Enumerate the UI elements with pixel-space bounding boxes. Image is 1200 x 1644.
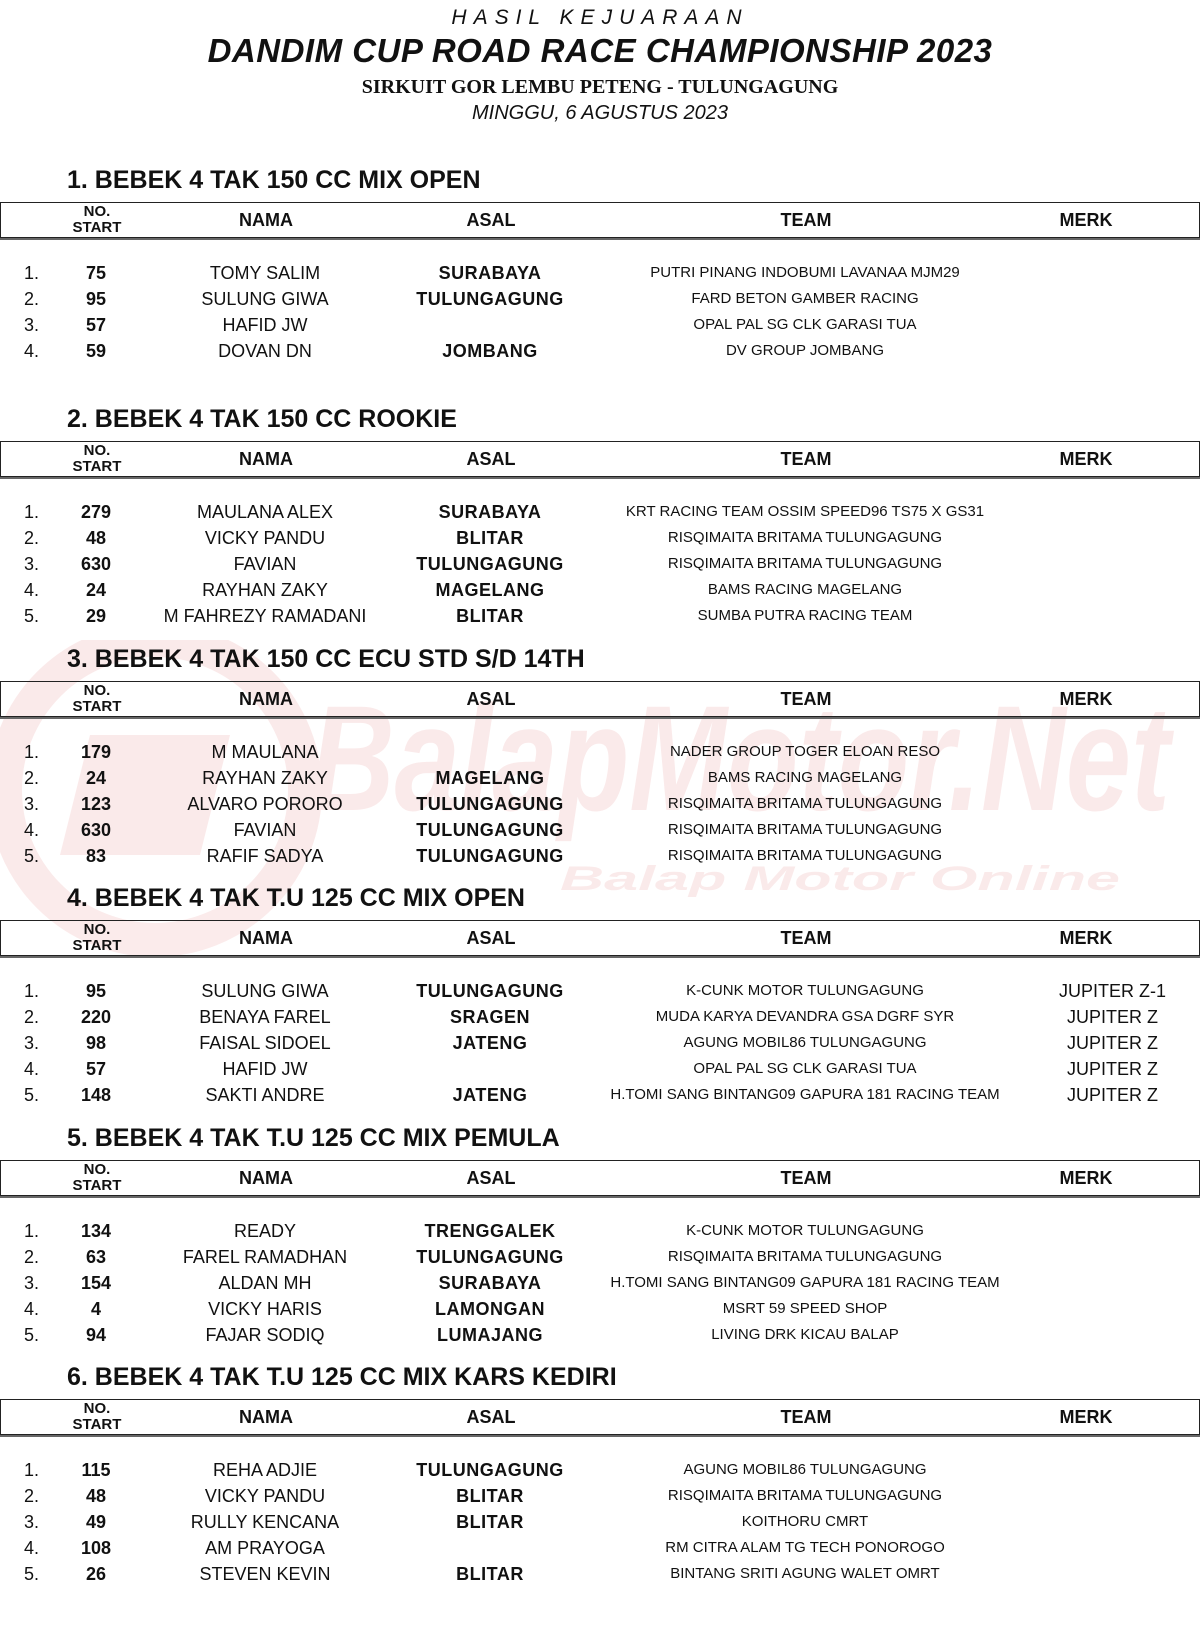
section-title: 6. BEBEK 4 TAK T.U 125 CC MIX KARS KEDIRI [67,1363,617,1391]
cell-brand [1040,312,1185,338]
cell-start-number: 630 [80,820,112,840]
cell-brand [1040,1561,1185,1587]
header-date: MINGGU, 6 AGUSTUS 2023 [472,102,728,124]
cell-rider-name: AM PRAYOGA [205,1538,325,1558]
cell-position: 5. [24,1085,40,1105]
cell-origin: SURABAYA [438,502,542,522]
cell-origin: LAMONGAN [435,1299,545,1319]
header-no-line1: NO. [83,203,111,220]
cell-position: 1. [24,742,40,762]
cell-team: LIVING DRK KICAU BALAP [711,1326,899,1343]
cell-brand [1040,1322,1185,1348]
cell-rider-name: BENAYA FAREL [199,1007,331,1027]
table-row [0,1561,1200,1587]
cell-brand [1040,1296,1185,1322]
cell-position: 4. [24,1299,40,1319]
header-subtitle: HASIL KEJUARAAN [451,6,749,29]
cell-start-number: 220 [80,1007,112,1027]
table-row [0,1296,1200,1322]
cell-rider-name: VICKY HARIS [208,1299,322,1319]
table-row [0,603,1200,629]
header-no-line1: NO. [83,1161,111,1178]
cell-start-number: 154 [80,1273,112,1293]
cell-brand [1040,499,1185,525]
cell-origin: TULUNGAGUNG [416,289,564,309]
table-row [0,791,1200,817]
header-merk: MERK [1059,449,1113,469]
cell-start-number: 48 [85,528,107,548]
cell-origin: MAGELANG [435,580,545,600]
cell-origin: SURABAYA [438,263,542,283]
cell-team: MUDA KARYA DEVANDRA GSA DGRF SYR [655,1008,955,1025]
cell-rider-name: READY [233,1221,296,1241]
cell-rider-name: TOMY SALIM [209,263,321,283]
header-no-line1: NO. [83,921,111,938]
cell-origin: TULUNGAGUNG [416,820,564,840]
header-nama: NAMA [239,928,293,948]
cell-brand: JUPITER Z [1066,1007,1158,1027]
header-no-line2: START [72,698,122,715]
table-row [0,817,1200,843]
cell-start-number: 94 [85,1325,107,1345]
table-row [0,1030,1200,1056]
cell-position: 4. [24,341,40,361]
table-row [0,312,1200,338]
cell-team: KOITHORU CMRT [741,1513,869,1530]
cell-position: 1. [24,981,40,1001]
table-row [0,1483,1200,1509]
cell-rider-name: SULUNG GIWA [201,289,329,309]
cell-start-number: 24 [85,768,107,788]
cell-start-number: 4 [90,1299,101,1319]
cell-team: K-CUNK MOTOR TULUNGAGUNG [686,982,924,999]
table-row [0,765,1200,791]
cell-rider-name: FAJAR SODIQ [205,1325,325,1345]
cell-start-number: 115 [81,1460,111,1480]
cell-start-number: 57 [85,315,107,335]
table-row [0,1457,1200,1483]
cell-brand [1040,551,1185,577]
cell-origin: TULUNGAGUNG [416,794,564,814]
cell-team: DV GROUP JOMBANG [725,342,885,359]
header-no-line2: START [72,1416,122,1433]
table-row [0,338,1200,364]
cell-team: BAMS RACING MAGELANG [707,769,903,786]
table-row [0,1218,1200,1244]
cell-brand: JUPITER Z [1066,1059,1158,1079]
cell-rider-name: REHA ADJIE [212,1460,318,1480]
cell-brand [1040,1218,1185,1244]
cell-rider-name: SULUNG GIWA [201,981,329,1001]
cell-start-number: 630 [80,554,112,574]
cell-brand: JUPITER Z [1066,1085,1158,1105]
cell-team: RISQIMAITA BRITAMA TULUNGAGUNG [667,529,943,546]
header-team: TEAM [780,689,832,709]
cell-rider-name: RULLY KENCANA [190,1512,340,1532]
cell-team: RISQIMAITA BRITAMA TULUNGAGUNG [667,1248,943,1265]
cell-origin [385,739,595,765]
header-no-line2: START [72,1177,122,1194]
cell-start-number: 179 [80,742,112,762]
cell-origin: JATENG [452,1085,528,1105]
cell-origin: BLITAR [456,1564,524,1584]
header-nama: NAMA [239,449,293,469]
header-team: TEAM [780,449,832,469]
cell-position: 1. [24,1221,40,1241]
header-asal: ASAL [466,928,516,948]
table-row [0,1244,1200,1270]
table-row [0,1270,1200,1296]
cell-position: 1. [24,502,40,522]
header-team: TEAM [780,210,832,230]
table-row [0,286,1200,312]
cell-start-number: 75 [85,263,107,283]
watermark-brand: BalapMotor.Net [310,674,1175,842]
cell-origin: BLITAR [456,528,524,548]
cell-rider-name: RAFIF SADYA [206,846,324,866]
cell-team: RISQIMAITA BRITAMA TULUNGAGUNG [667,555,943,572]
cell-start-number: 83 [85,846,107,866]
cell-rider-name: DOVAN DN [218,341,312,361]
section-title: 1. BEBEK 4 TAK 150 CC MIX OPEN [67,166,481,194]
cell-origin: TULUNGAGUNG [416,1247,564,1267]
cell-rider-name: MAULANA ALEX [196,502,334,522]
cell-brand [1040,260,1185,286]
table-row [0,551,1200,577]
header-merk: MERK [1059,1407,1113,1427]
section-title: 3. BEBEK 4 TAK 150 CC ECU STD S/D 14TH [67,645,585,673]
cell-team: SUMBA PUTRA RACING TEAM [697,607,913,624]
cell-rider-name: VICKY PANDU [204,1486,326,1506]
cell-rider-name: M FAHREZY RAMADANI [163,606,367,626]
cell-brand [1040,1270,1185,1296]
cell-team: MSRT 59 SPEED SHOP [722,1300,888,1317]
cell-brand [1040,843,1185,869]
header-asal: ASAL [466,449,516,469]
cell-start-number: 29 [85,606,107,626]
cell-position: 2. [24,289,40,309]
cell-rider-name: FAVIAN [233,554,297,574]
cell-team: OPAL PAL SG CLK GARASI TUA [693,316,917,333]
cell-start-number: 98 [85,1033,107,1053]
cell-team: BAMS RACING MAGELANG [707,581,903,598]
cell-rider-name: RAYHAN ZAKY [202,768,328,788]
cell-position: 5. [24,846,40,866]
cell-brand [1040,817,1185,843]
header-asal: ASAL [466,1168,516,1188]
header-no-start [61,204,133,236]
cell-position: 4. [24,580,40,600]
cell-origin: SRAGEN [449,1007,530,1027]
table-row [0,577,1200,603]
cell-rider-name: RAYHAN ZAKY [202,580,328,600]
header-no-line2: START [72,219,122,236]
cell-rider-name: SAKTI ANDRE [205,1085,325,1105]
cell-team: PUTRI PINANG INDOBUMI LAVANAA MJM29 [650,264,960,281]
cell-rider-name: FAVIAN [233,820,297,840]
cell-brand [1040,286,1185,312]
header-no-start [61,922,133,954]
table-row [0,978,1200,1004]
cell-position: 4. [24,820,40,840]
watermark-tagline: Balap Motor Online [560,860,1120,898]
cell-brand [1040,603,1185,629]
header-no-start [61,683,133,715]
cell-position: 3. [24,1033,40,1053]
table-header [0,1160,1200,1196]
table-row [0,1322,1200,1348]
cell-team: AGUNG MOBIL86 TULUNGAGUNG [683,1034,927,1051]
header-nama: NAMA [239,1407,293,1427]
table-row [0,1056,1200,1082]
cell-rider-name: FAREL RAMADHAN [182,1247,348,1267]
cell-position: 2. [24,528,40,548]
cell-brand: JUPITER Z [1066,1033,1158,1053]
cell-rider-name: HAFID JW [222,315,308,335]
cell-position: 5. [24,1325,40,1345]
header-merk: MERK [1059,689,1113,709]
table-row [0,1509,1200,1535]
header-team: TEAM [780,928,832,948]
cell-position: 2. [24,1247,40,1267]
cell-start-number: 48 [85,1486,107,1506]
result-section [0,1124,1200,1348]
cell-position: 2. [24,1486,40,1506]
table-row [0,1082,1200,1108]
cell-team: H.TOMI SANG BINTANG09 GAPURA 181 RACING TEAM [610,1086,1000,1103]
cell-team: K-CUNK MOTOR TULUNGAGUNG [686,1222,924,1239]
section-title: 2. BEBEK 4 TAK 150 CC ROOKIE [67,405,457,433]
cell-team: FARD BETON GAMBER RACING [691,290,919,307]
cell-rider-name: ALDAN MH [218,1273,312,1293]
header-nama: NAMA [239,210,293,230]
cell-position: 3. [24,1512,40,1532]
cell-team: RISQIMAITA BRITAMA TULUNGAGUNG [667,821,943,838]
cell-team: NADER GROUP TOGER ELOAN RESO [669,743,941,760]
cell-position: 4. [24,1059,40,1079]
table-row [0,525,1200,551]
cell-origin [385,312,595,338]
cell-origin: JATENG [452,1033,528,1053]
cell-origin [385,1535,595,1561]
cell-rider-name: STEVEN KEVIN [199,1564,331,1584]
cell-brand [1040,1509,1185,1535]
header-no-start [61,1401,133,1433]
cell-brand [1040,1457,1185,1483]
header-merk: MERK [1059,928,1113,948]
cell-position: 2. [24,768,40,788]
cell-position: 3. [24,554,40,574]
header-nama: NAMA [239,689,293,709]
table-row [0,1004,1200,1030]
cell-brand [1040,525,1185,551]
header-no-line1: NO. [83,442,111,459]
cell-origin: BLITAR [456,606,524,626]
table-header [0,202,1200,238]
cell-brand: JUPITER Z-1 [1058,981,1166,1001]
section-title: 5. BEBEK 4 TAK T.U 125 CC MIX PEMULA [67,1124,560,1152]
header-asal: ASAL [466,1407,516,1427]
table-header [0,681,1200,717]
cell-rider-name: M MAULANA [211,742,319,762]
cell-rider-name: FAISAL SIDOEL [199,1033,331,1053]
cell-start-number: 95 [85,981,107,1001]
header-team: TEAM [780,1168,832,1188]
result-section [0,884,1200,1108]
cell-position: 5. [24,606,40,626]
header-no-line1: NO. [83,1400,111,1417]
cell-position: 4. [24,1538,40,1558]
cell-team: RM CITRA ALAM TG TECH PONOROGO [665,1539,945,1556]
cell-position: 1. [24,263,40,283]
cell-start-number: 59 [85,341,107,361]
cell-team: RISQIMAITA BRITAMA TULUNGAGUNG [667,1487,943,1504]
cell-origin: TULUNGAGUNG [416,846,564,866]
cell-start-number: 63 [85,1247,107,1267]
result-section [0,1363,1200,1587]
cell-team: AGUNG MOBIL86 TULUNGAGUNG [683,1461,927,1478]
cell-origin: TULUNGAGUNG [416,1460,564,1480]
table-row [0,843,1200,869]
cell-start-number: 95 [85,289,107,309]
cell-start-number: 279 [80,502,112,522]
cell-brand [1040,338,1185,364]
header-venue: SIRKUIT GOR LEMBU PETENG - TULUNGAGUNG [361,76,839,98]
cell-position: 2. [24,1007,40,1027]
cell-start-number: 57 [85,1059,107,1079]
cell-origin: TRENGGALEK [424,1221,556,1241]
cell-brand [1040,739,1185,765]
header-asal: ASAL [466,689,516,709]
cell-brand [1040,791,1185,817]
cell-start-number: 123 [80,794,112,814]
result-section [0,405,1200,629]
header-team: TEAM [780,1407,832,1427]
cell-brand [1040,1244,1185,1270]
cell-origin: LUMAJANG [437,1325,543,1345]
table-header [0,1399,1200,1435]
header-no-line2: START [72,458,122,475]
cell-origin [385,1056,595,1082]
header-no-line2: START [72,937,122,954]
table-row [0,1535,1200,1561]
cell-rider-name: ALVARO PORORO [187,794,343,814]
cell-team: KRT RACING TEAM OSSIM SPEED96 TS75 X GS31 [625,503,985,520]
cell-brand [1040,1535,1185,1561]
cell-start-number: 49 [85,1512,107,1532]
cell-origin: TULUNGAGUNG [416,554,564,574]
cell-origin: MAGELANG [435,768,545,788]
table-row [0,739,1200,765]
page-title: DANDIM CUP ROAD RACE CHAMPIONSHIP 2023 [207,32,993,69]
table-row [0,260,1200,286]
cell-position: 3. [24,794,40,814]
cell-brand [1040,1483,1185,1509]
cell-rider-name: HAFID JW [222,1059,308,1079]
cell-team: OPAL PAL SG CLK GARASI TUA [693,1060,917,1077]
cell-position: 1. [24,1460,40,1480]
cell-brand [1040,577,1185,603]
cell-start-number: 148 [80,1085,112,1105]
section-title: 4. BEBEK 4 TAK T.U 125 CC MIX OPEN [67,884,525,912]
cell-position: 3. [24,1273,40,1293]
header-merk: MERK [1059,210,1113,230]
table-header [0,441,1200,477]
cell-start-number: 134 [80,1221,112,1241]
cell-team: RISQIMAITA BRITAMA TULUNGAGUNG [667,795,943,812]
table-row [0,499,1200,525]
header-no-start [61,443,133,475]
cell-start-number: 108 [80,1538,112,1558]
cell-rider-name: VICKY PANDU [204,528,326,548]
cell-team: H.TOMI SANG BINTANG09 GAPURA 181 RACING TEAM [610,1274,1000,1291]
result-section [0,166,1200,364]
cell-origin: BLITAR [456,1512,524,1532]
cell-origin: JOMBANG [442,341,538,361]
cell-origin: TULUNGAGUNG [416,981,564,1001]
header-no-start [61,1162,133,1194]
cell-start-number: 24 [85,580,107,600]
cell-position: 3. [24,315,40,335]
header-merk: MERK [1059,1168,1113,1188]
cell-position: 5. [24,1564,40,1584]
header-asal: ASAL [466,210,516,230]
cell-team: BINTANG SRITI AGUNG WALET OMRT [670,1565,940,1582]
cell-brand [1040,765,1185,791]
cell-start-number: 26 [85,1564,107,1584]
table-header [0,920,1200,956]
result-section [0,645,1200,869]
cell-origin: BLITAR [456,1486,524,1506]
header-no-line1: NO. [83,682,111,699]
header-nama: NAMA [239,1168,293,1188]
cell-origin: SURABAYA [438,1273,542,1293]
cell-team: RISQIMAITA BRITAMA TULUNGAGUNG [667,847,943,864]
